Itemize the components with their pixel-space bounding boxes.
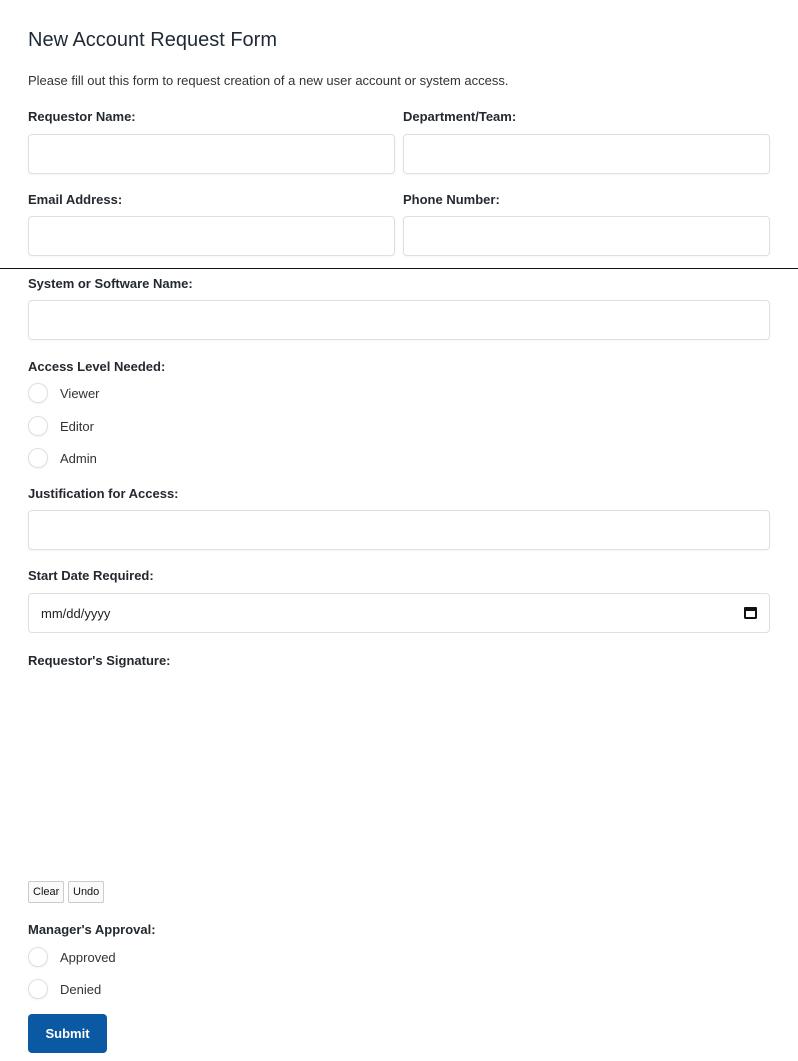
- section-divider: [0, 268, 798, 269]
- radio-label: Admin: [60, 450, 97, 466]
- justification-label: Justification for Access:: [28, 486, 179, 501]
- department-label: Department/Team:: [403, 109, 517, 124]
- access-option-admin[interactable]: [28, 447, 97, 469]
- undo-signature-button[interactable]: Undo: [68, 881, 104, 903]
- date-placeholder: mm/dd/yyyy: [41, 605, 111, 621]
- page-title: New Account Request Form: [28, 29, 277, 51]
- approval-option-denied[interactable]: [28, 978, 101, 1000]
- clear-signature-button[interactable]: Clear: [28, 881, 64, 903]
- requestor-name-label: Requestor Name:: [28, 109, 136, 124]
- start-date-label: Start Date Required:: [28, 568, 154, 583]
- email-input[interactable]: [28, 216, 395, 256]
- department-input[interactable]: [403, 134, 770, 174]
- radio-button[interactable]: [28, 947, 48, 967]
- radio-button[interactable]: [28, 979, 48, 999]
- radio-label: Denied: [60, 981, 102, 997]
- submit-button[interactable]: Submit: [28, 1014, 107, 1053]
- signature-pad[interactable]: [28, 680, 770, 875]
- access-option-viewer[interactable]: [28, 382, 100, 404]
- requestor-name-input[interactable]: [28, 134, 395, 174]
- radio-button[interactable]: [28, 448, 48, 468]
- radio-button[interactable]: [28, 383, 48, 403]
- justification-input[interactable]: [28, 510, 770, 550]
- radio-button[interactable]: [28, 416, 48, 436]
- approval-option-approved[interactable]: [28, 946, 116, 968]
- access-option-editor[interactable]: [28, 415, 94, 437]
- radio-label: Editor: [60, 418, 94, 434]
- radio-label: Viewer: [60, 385, 100, 401]
- phone-input[interactable]: [403, 216, 770, 256]
- signature-label: Requestor's Signature:: [28, 653, 171, 668]
- access-level-label: Access Level Needed:: [28, 359, 166, 374]
- radio-label: Approved: [60, 949, 116, 965]
- email-label: Email Address:: [28, 192, 123, 207]
- phone-label: Phone Number:: [403, 192, 500, 207]
- manager-approval-label: Manager's Approval:: [28, 922, 156, 937]
- system-name-input[interactable]: [28, 300, 770, 340]
- start-date-input[interactable]: [28, 593, 770, 633]
- calendar-icon[interactable]: [744, 607, 757, 619]
- form-intro: Please fill out this form to request creation of a new user account or system access.: [28, 73, 509, 88]
- system-name-label: System or Software Name:: [28, 276, 193, 291]
